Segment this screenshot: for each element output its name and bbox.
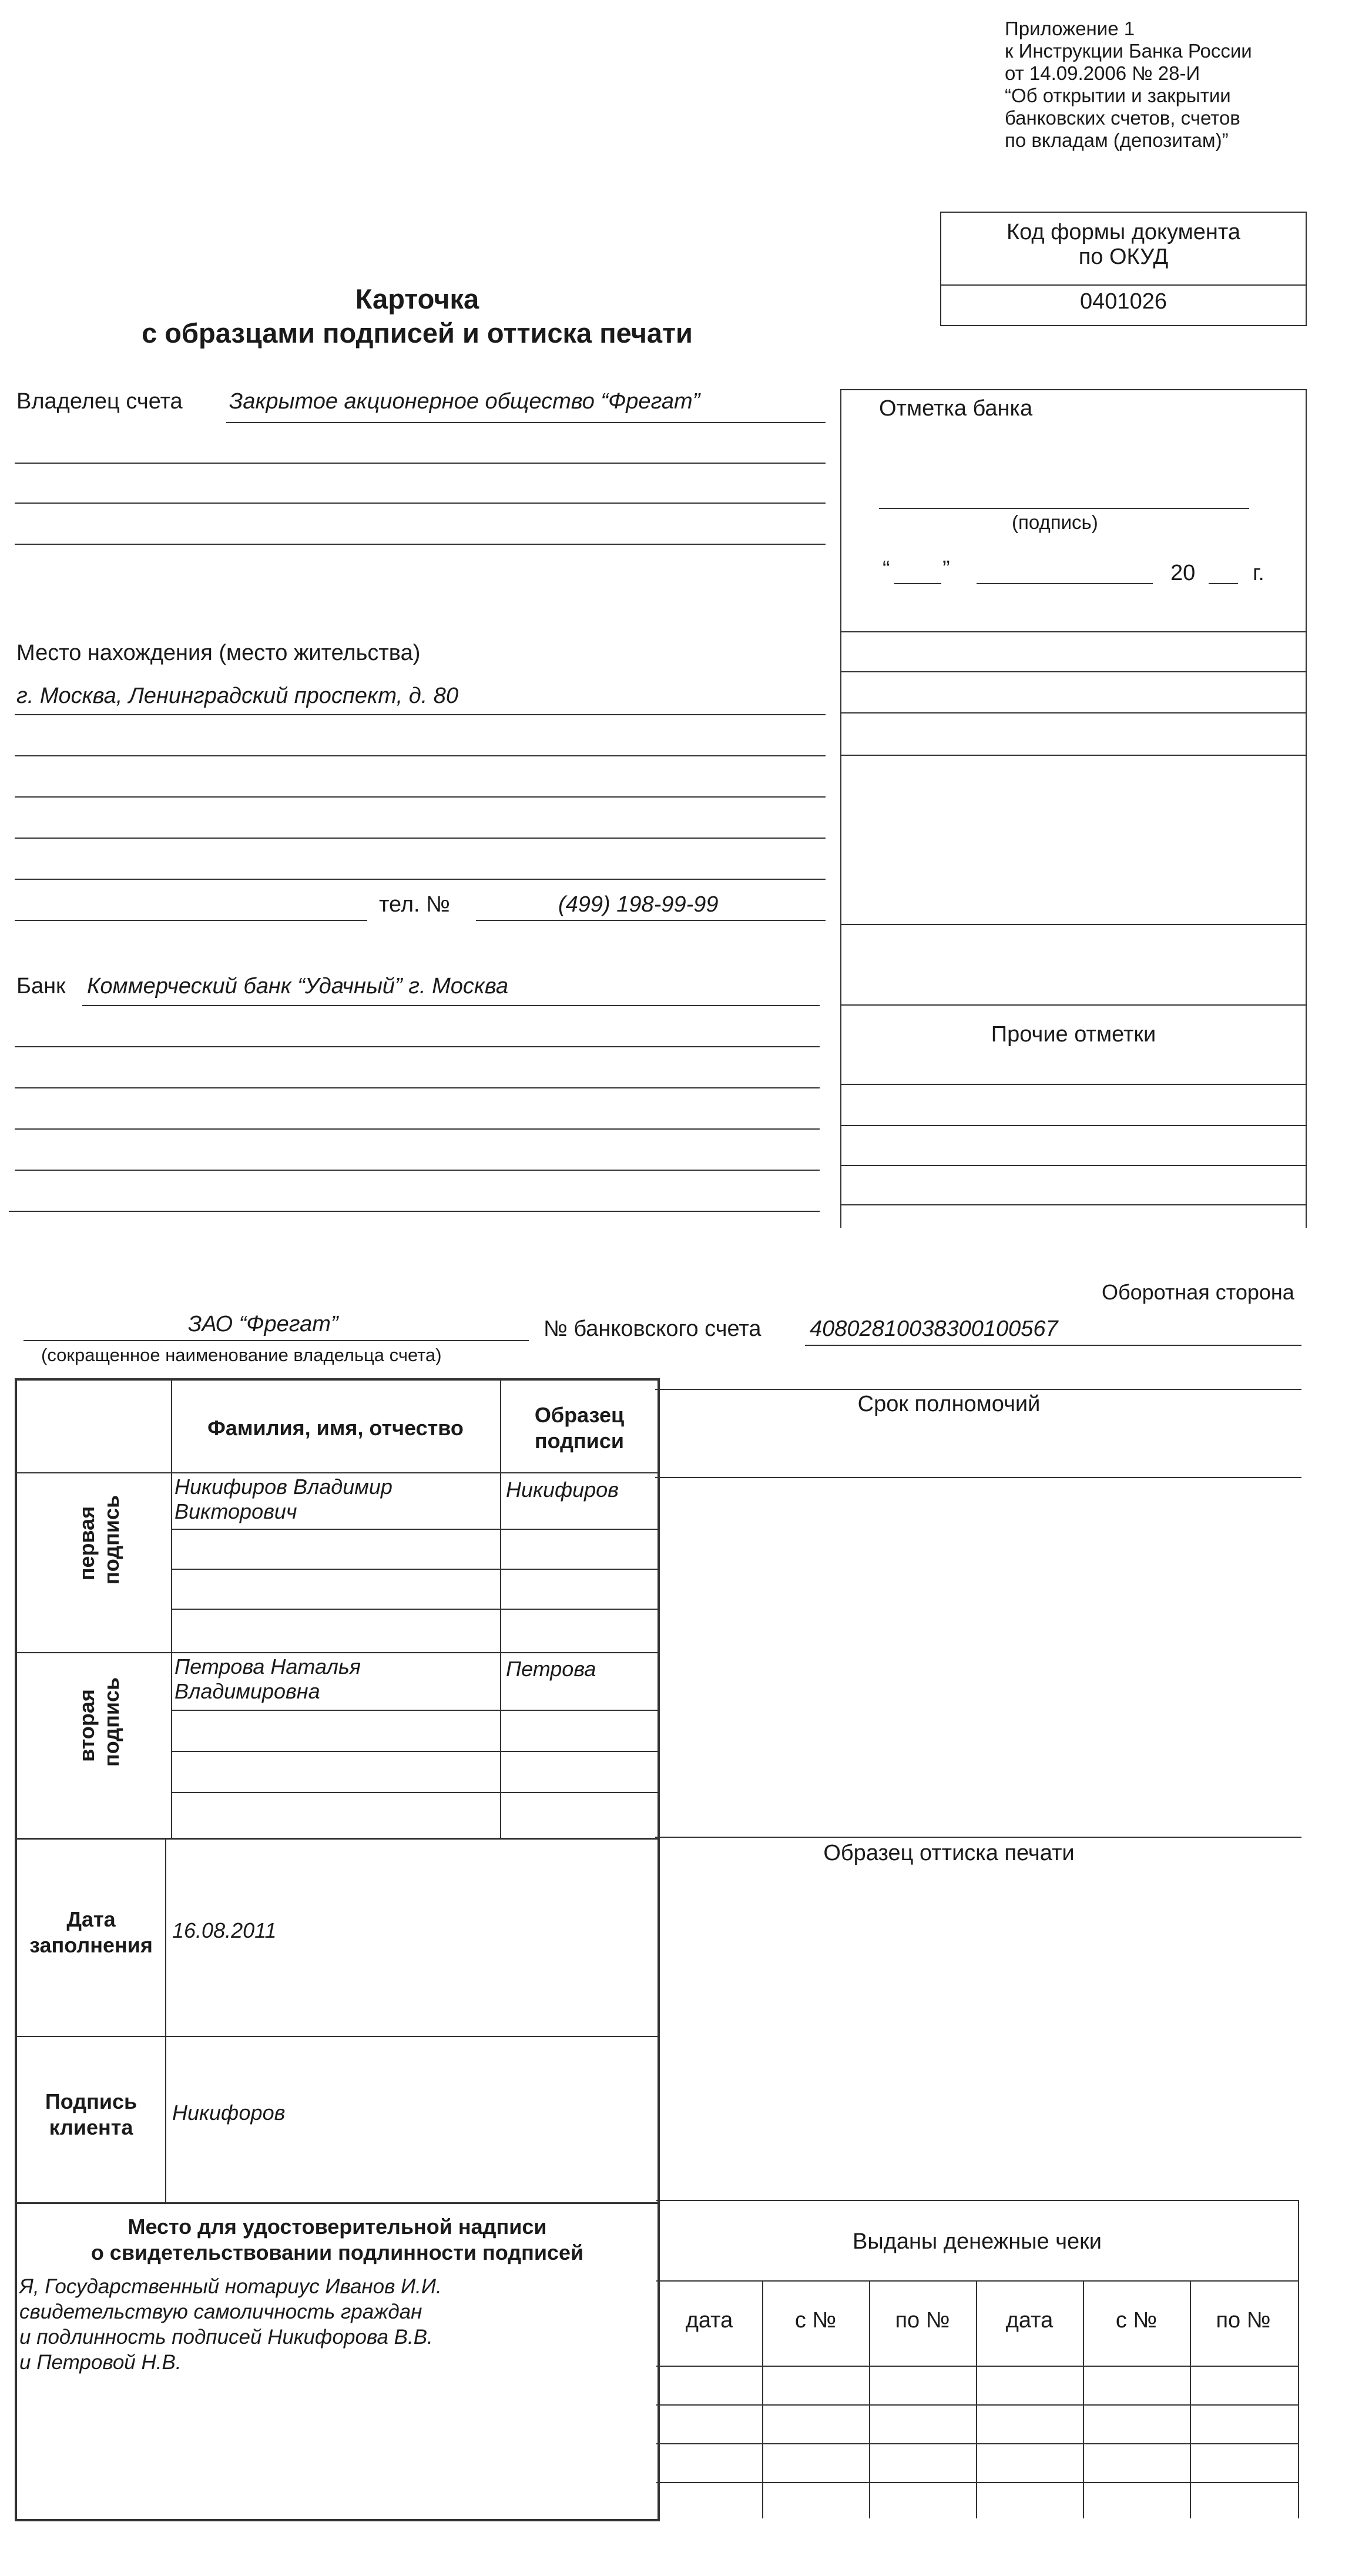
fill-date-label [17, 1907, 165, 1958]
account-value: 40802810038300100567 [810, 1317, 1058, 1341]
date-quote-open: “ [883, 557, 890, 581]
bank-mark-title: Отметка банка [879, 396, 1033, 421]
notary-text [19, 2274, 442, 2375]
second-signer-sample: Петрова [506, 1657, 596, 1681]
client-signature-label-line1: Подпись [45, 2089, 137, 2113]
second-signer-name-line2: Владимировна [175, 1679, 320, 1703]
owner-label: Владелец счета [16, 389, 183, 414]
first-signer-name-line2: Викторович [175, 1499, 297, 1523]
document-title [59, 282, 776, 350]
fill-date-label-line1: Дата [66, 1907, 116, 1931]
appendix-line: банковских счетов, счетов [1005, 107, 1240, 129]
bank-label: Банк [16, 974, 66, 999]
appendix-line: по вкладам (депозитам)” [1005, 129, 1229, 151]
second-signature-label [75, 1677, 124, 1767]
second-signer-name-line1: Петрова Наталья [175, 1654, 361, 1679]
phone-value: (499) 198-99-99 [558, 892, 719, 917]
owner-value: Закрытое акционерное общество “Фрегат” [229, 389, 700, 414]
first-signer-sample: Никифиров [506, 1478, 619, 1502]
bank-mark-signature-caption: (подпись) [1012, 511, 1098, 533]
reverse-side-label: Оборотная сторона [1102, 1280, 1294, 1304]
title-line1: Карточка [355, 283, 479, 314]
location-label: Место нахождения (место жительства) [16, 641, 421, 665]
appendix-line: Приложение 1 [1005, 18, 1135, 39]
header-name: Фамилия, имя, отчество [207, 1416, 464, 1440]
date-quote-close: ” [942, 557, 950, 581]
seal-title: Образец оттиска печати [823, 1841, 1075, 1865]
notary-text-line: Я, Государственный нотариус Иванов И.И. [19, 2275, 442, 2298]
phone-label: тел. № [379, 892, 450, 917]
okud-label-line1: Код формы документа [1007, 220, 1240, 244]
cheques-col-to-2: по № [1216, 2308, 1271, 2333]
signature-table [15, 1378, 660, 2521]
cheques-col-from-2: с № [1115, 2308, 1158, 2333]
title-line2: с образцами подписей и оттиска печати [142, 317, 693, 349]
short-name-value: ЗАО “Фрегат” [188, 1312, 338, 1336]
cheques-col-date-2: дата [1005, 2308, 1054, 2333]
year-prefix: 20 [1170, 561, 1196, 585]
okud-code: 0401026 [1080, 289, 1167, 314]
cheques-col-date-1: дата [685, 2308, 733, 2333]
short-name-caption: (сокращенное наименование владельца счета) [41, 1345, 442, 1365]
bank-mark-panel [840, 389, 1307, 1228]
first-signature-label-line1: первая [75, 1506, 99, 1581]
fill-date-value: 16.08.2011 [172, 1918, 277, 1942]
client-signature-label-line2: клиента [49, 2115, 133, 2139]
year-suffix: г. [1253, 561, 1264, 585]
location-value: г. Москва, Ленинградский проспект, д. 80 [16, 684, 459, 708]
notary-text-line: и подлинность подписей Никифорова В.В. [19, 2326, 433, 2349]
appendix-note [1005, 18, 1252, 152]
cheques-col-from-1: с № [794, 2308, 837, 2333]
appendix-line: от 14.09.2006 № 28-И [1005, 62, 1200, 84]
appendix-line: к Инструкции Банка России [1005, 40, 1252, 62]
second-signature-label-line2: подпись [99, 1677, 123, 1767]
first-signer-name [175, 1475, 393, 1524]
appendix-line: “Об открытии и закрытии [1005, 85, 1231, 106]
header-sample [500, 1402, 659, 1454]
first-signature-label-line2: подпись [99, 1495, 123, 1585]
second-signer-name [175, 1654, 361, 1704]
fill-date-label-line2: заполнения [29, 1933, 153, 1957]
notary-title [17, 2214, 657, 2266]
cheques-col-to-1: по № [895, 2308, 950, 2333]
account-label: № банковского счета [544, 1317, 761, 1341]
notary-title-line1: Место для удостоверительной надписи [128, 2215, 547, 2239]
okud-label [941, 213, 1306, 269]
notary-text-line: свидетельствую самоличность граждан [19, 2300, 422, 2323]
header-sample-line1: Образец [534, 1403, 625, 1427]
notary-title-line2: о свидетельствовании подлинности подписей [90, 2240, 584, 2265]
cheques-title: Выданы денежные чеки [852, 2229, 1102, 2254]
authority-title: Срок полномочий [857, 1392, 1041, 1416]
other-marks-title: Прочие отметки [991, 1022, 1156, 1047]
bank-value: Коммерческий банк “Удачный” г. Москва [87, 974, 508, 999]
first-signature-label [75, 1495, 124, 1585]
first-signer-name-line1: Никифиров Владимир [175, 1475, 393, 1499]
okud-box [940, 212, 1307, 326]
header-sample-line2: подписи [534, 1429, 625, 1453]
client-signature-label [17, 2089, 165, 2140]
cheques-table [656, 2200, 1299, 2518]
client-signature-value: Никифоров [172, 2101, 286, 2125]
second-signature-label-line1: вторая [75, 1689, 99, 1762]
okud-label-line2: по ОКУД [1078, 244, 1169, 269]
notary-text-line: и Петровой Н.В. [19, 2351, 182, 2374]
